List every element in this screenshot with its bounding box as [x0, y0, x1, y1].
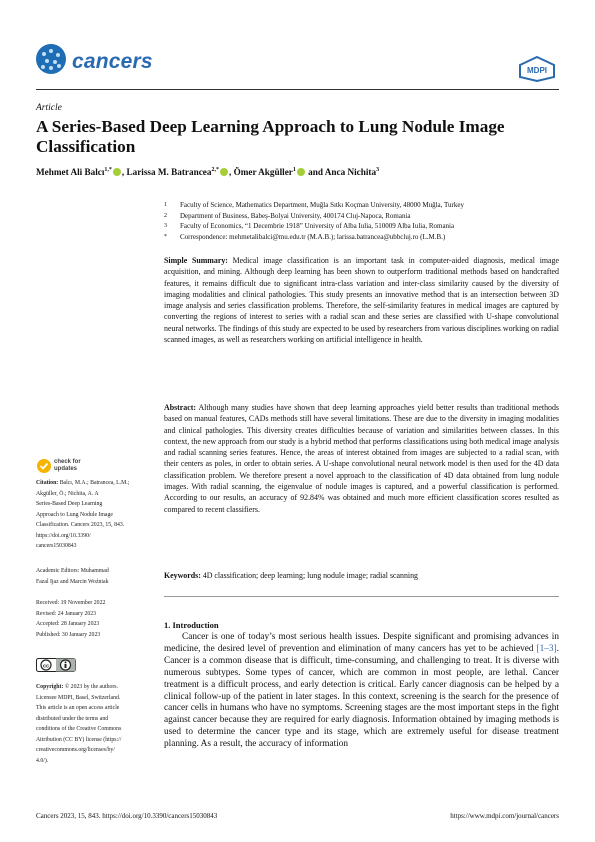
author-affiliation-marker: 1,* — [104, 167, 112, 173]
abstract-text: Although many studies have shown that deep learning approaches yield better results than traditional methods based on manual features, CADs methods still have several limitations. These are due to the diversity in imaging modalities and clinical pathologies. This diversity creates difficulties because of variation and similarities between classes. In this context, the new approach from our study is a hybrid method that performs classifications using both medical image analysis and radial scanning series features. Hence, the areas of interest obtained from images are subjected to a radial scan, with their centers as poles, in order to obtain series. A U-shape convolutional neural network model is then used for the 4D data classification problem. We therefore present a novel approach to the classification of 4D data obtained from lung nodule images. With radial scanning, the eigenvalue of nodule images is captured, and a powerful classification is performed. According to our results, an accuracy of 92.84% was obtained and much more efficient classification scores resulted as compared to recent classifiers. — [164, 403, 559, 514]
footer-journal-url[interactable]: https://www.mdpi.com/journal/cancers — [450, 812, 559, 820]
check-for-updates-text[interactable]: check for updates — [54, 459, 81, 472]
affiliation-number: 2 — [164, 212, 167, 219]
author-affiliation-marker: 1 — [292, 167, 296, 173]
svg-text:cc: cc — [42, 663, 50, 670]
article-title: A Series-Based Deep Learning Approach to Lung Nodule Image Classification — [36, 117, 505, 156]
keywords-label: Keywords: — [164, 571, 201, 580]
orcid-icon[interactable] — [220, 168, 228, 176]
author-name: Ömer Akgüller — [233, 167, 293, 178]
author-list: Mehmet Ali Balcı$^{1,*}$ , Larissa M. Batrancea$^{2,*}$ , Ömer Akgüller$^1$ and Anca Nichita$^3$ — [36, 167, 380, 178]
footer-citation[interactable]: Cancers 2023, 15, 843. https://doi.org/10.3390/cancers15030843 — [36, 812, 218, 820]
orcid-icon[interactable] — [297, 168, 305, 176]
journal-name: cancers — [72, 50, 153, 73]
affiliation-text: Faculty of Economics, “1 Decembrie 1918” University of Alba Iulia, 510009 Alba Iulia, Romania — [180, 222, 455, 231]
mdpi-logo-icon — [518, 56, 556, 82]
section-heading: 1. Introduction — [164, 620, 219, 630]
copyright-block: Copyright: © 2023 by the authors. Licensee MDPI, Basel, Switzerland. This article is an open access article distributed under the terms and conditions of the Creative Commons Attribution (CC BY) license (https:// creativecommons.org/licenses/by/ 4.0/). — [36, 682, 136, 766]
simple-summary — [164, 255, 559, 345]
affiliations — [164, 200, 559, 242]
citation-link[interactable]: [1–3] — [536, 643, 557, 654]
affiliation-row — [164, 211, 559, 222]
orcid-icon[interactable] — [113, 168, 121, 176]
author-affiliation-marker: 3 — [376, 167, 380, 173]
abstract-label: Abstract: — [164, 403, 196, 412]
keywords — [164, 571, 418, 580]
abstract — [164, 402, 559, 515]
academic-editors: Academic Editors: Muhammad Fazal Ijaz and Marcin Woźniak — [36, 568, 109, 585]
affiliation-number: 1 — [164, 202, 167, 208]
affiliation-text: Department of Business, Babeș-Bolyai University, 400174 Cluj-Napoca, Romania — [180, 211, 411, 220]
affiliation-text: Faculty of Science, Mathematics Department, Muğla Sıtkı Koçman University, 48000 Muğla, Turkey — [180, 201, 464, 209]
keywords-rule — [164, 596, 559, 597]
affiliation-row — [164, 221, 559, 232]
affiliation-row — [164, 200, 559, 211]
affiliation-number: * — [164, 233, 167, 240]
author-affiliation-marker: 2,* — [211, 167, 219, 173]
journal-logo-icon — [36, 44, 66, 74]
introduction-text: Cancer is one of today’s most serious health issues. Despite significant and promising advances in medicine, the desired level of prevention and elimination of many cancers has yet to be achieved [1–3]. Cancer is a common disease that is difficult, time-consuming, and challenging to treat. It is diverse with numerous subtypes. Some types of cancer, which are common in most people, are lethal. Cancer treatment is a difficult process, and early detection is critical. Early cancer diagnosis can be helped by a clinical follow-up of the patient in later stages. In this context, screening is the search for the presence of cancer cells in humans who have no symptoms. Screening stages are the most important steps in the fight against cancer because they are required for early diagnosis. Information obtained by imaging methods is used to determine the cancer type and its stage, which are extremely useful for disease treatment planning. As a result, the accuracy of information — [164, 632, 559, 750]
simple-summary-label: Simple Summary: — [164, 256, 228, 265]
article-type: Article — [36, 103, 62, 113]
citation-label: Citation: — [36, 480, 59, 486]
affiliation-text: Correspondence: mehmetalibalci@mu.edu.tr (M.A.B.); larissa.batrancea@ubbcluj.ro (L.M.B.) — [180, 232, 446, 241]
cc-by-icon[interactable] — [36, 658, 76, 672]
affiliation-number: 3 — [164, 223, 167, 230]
license-link[interactable]: creativecommons.org/licenses/by/ — [36, 747, 115, 753]
author-name: Larissa M. Batrancea — [126, 167, 212, 178]
header-rule — [36, 89, 559, 90]
affiliation-row — [164, 232, 559, 243]
article-dates: Received: 19 November 2022 Revised: 24 January 2023 Accepted: 28 January 2023 Published: 30 January 2023 — [36, 600, 106, 638]
author-name: Mehmet Ali Balcı — [36, 167, 105, 178]
mdpi-logo-text: MDPI — [527, 66, 547, 75]
citation-block: Citation: Balcı, M.A.; Batrancea, L.M.; Akgüller, Ö.; Nichita, A. A Series-Based Deep Learning Approach to Lung Nodule Image Classification. Cancers 2023, 15, 843. https://doi.org/10.3390/ cancers15030843 — [36, 480, 130, 549]
simple-summary-text: Medical image classification is an important task in computer-aided diagnosis, medical image acquisition, and mining. Although deep learning has been shown to outperform traditional methods based on handcrafted features, it remains difficult due to significant intra-class variation and inter-class similarity caused by the diversity of imaging modalities and clinical pathologies. This study presents an innovative method that is an intersection between 3D image analysis and series classification problems. Therefore, the self-similarity features in medical images are captured by converting the regions of interest to series with a radial scan and these series are classified with U-shape convolutional neural networks. The findings of this study are expected to be used by researchers from various disciplines working on radial scanned images, as well as researchers working on artificial intelligence in health. — [164, 256, 559, 345]
copyright-label: Copyright: — [36, 684, 64, 690]
author-name: Anca Nichita — [324, 167, 377, 178]
keywords-text: 4D classification; deep learning; lung nodule image; radial scanning — [202, 571, 418, 580]
